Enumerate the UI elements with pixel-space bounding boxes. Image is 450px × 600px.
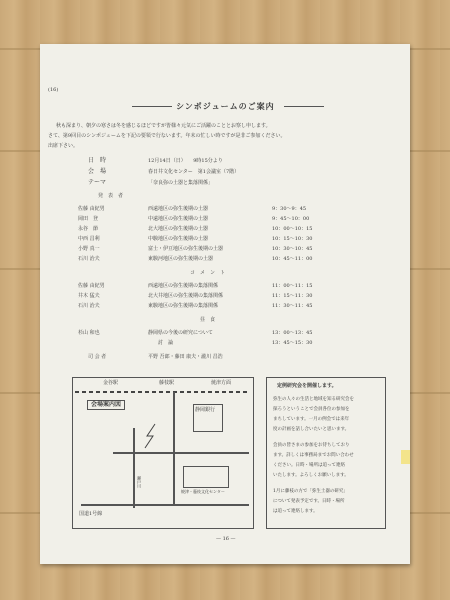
detail-value: 春日井文化センター 第1会議室（7階） bbox=[148, 169, 240, 175]
notice-line: 会員の皆さまの参加をお待ちしており bbox=[273, 443, 350, 448]
railway-line bbox=[75, 391, 249, 393]
lightning-bolt-icon bbox=[141, 422, 163, 450]
commentator-time: 11：30〜11：45 bbox=[272, 303, 313, 309]
presenter-name: 石川 治夫 bbox=[78, 256, 100, 262]
detail-value: 「奈良弥の土器と集落関係」 bbox=[148, 180, 214, 186]
presenter-time: 9：30〜9：45 bbox=[272, 206, 307, 212]
notice-line: まちしています。一月の例会では来年 bbox=[273, 417, 350, 422]
map-river-label: 瀬戸川 bbox=[137, 476, 142, 488]
commentator-name: 石川 治夫 bbox=[78, 303, 100, 309]
section-heading-presenters: 発 表 者 bbox=[98, 193, 124, 199]
presenter-name: 佐藤 由紀男 bbox=[78, 206, 105, 212]
presenter-time: 9：45〜10：00 bbox=[272, 216, 310, 222]
map-station-right: 焼津方面 bbox=[211, 380, 232, 386]
commentator-name: 井木 猛夫 bbox=[78, 293, 100, 299]
notice-line: 弥生の人々の生活と地域を知る研究会を bbox=[273, 397, 354, 402]
notice-line: について発表予定です。日時・場所 bbox=[273, 499, 345, 504]
commentator-topic: 東駿地区の弥生後期の集落関係 bbox=[148, 303, 219, 309]
presenter-name: 永谷 節 bbox=[78, 226, 99, 232]
section-heading-lunch: 昼 食 bbox=[200, 317, 216, 323]
footer-page-number: — 16 — bbox=[216, 536, 236, 542]
notice-line: 度の計画を話し合いたいと思います。 bbox=[273, 427, 350, 432]
presenter-name: 小野 真一 bbox=[78, 246, 100, 252]
document-page bbox=[40, 44, 410, 564]
moderator-label: 司 会 者 bbox=[88, 354, 107, 360]
intro-line: さて、第9回目のシンポジュームを下記の要領で行ないます。年末の忙しい時ですが是非ご参加ください。 bbox=[48, 133, 286, 139]
section-heading-comments: コ メ ン ト bbox=[190, 270, 226, 276]
venue-building bbox=[183, 466, 229, 488]
presenter-name: 中西 昌利 bbox=[78, 236, 100, 242]
map-building-label: 静岡銀行 bbox=[195, 407, 216, 413]
moderator-names: 平野 吾郎・藤田 康夫・瀧川 昌浩 bbox=[148, 354, 223, 360]
closing-topic: 静岡県の今後の研究について bbox=[148, 330, 213, 336]
presenter-name: 岡田 登 bbox=[78, 216, 99, 222]
notice-box bbox=[266, 377, 386, 529]
notice-line: ください。日時・場所は追って連絡 bbox=[273, 463, 345, 468]
presenter-time: 10：30〜10：45 bbox=[272, 246, 313, 252]
title-rule-left bbox=[132, 106, 172, 107]
presenter-topic: 富士・伊豆地区の弥生後期の土器 bbox=[148, 246, 224, 252]
presenter-topic: 東駿河地区の弥生後期の土器 bbox=[148, 256, 214, 262]
closing-name: 杉山 和也 bbox=[78, 330, 100, 336]
presenter-time: 10：45〜11：00 bbox=[272, 256, 313, 262]
commentator-name: 佐藤 由紀男 bbox=[78, 283, 105, 289]
presenter-topic: 中遠地区の弥生後期の土器 bbox=[148, 216, 209, 222]
presenter-topic: 中駿地区の弥生後期の土器 bbox=[148, 236, 209, 242]
price-sticker bbox=[401, 450, 410, 464]
notice-line: は追って連絡します。 bbox=[273, 509, 318, 514]
title-rule-right bbox=[284, 106, 324, 107]
map-road-vertical bbox=[133, 428, 135, 508]
map-title: 会場案内図 bbox=[87, 400, 125, 410]
map-road-horizontal bbox=[113, 452, 249, 454]
notice-line: 1月に藤枝の方で「弥生土器の研究」 bbox=[273, 489, 348, 494]
commentator-time: 11：15〜11：30 bbox=[272, 293, 313, 299]
commentator-time: 11：00〜11：15 bbox=[272, 283, 313, 289]
detail-label: 日 時 bbox=[88, 157, 107, 164]
presenter-topic: 西遠地区の弥生後期の土器 bbox=[148, 206, 209, 212]
closing-topic: 討 論 bbox=[158, 340, 174, 346]
notice-line: いたします。よろしくお願いします。 bbox=[273, 473, 349, 478]
notice-title: 定例研究会を開催します。 bbox=[277, 383, 337, 389]
document-title: シンポジュームのご案内 bbox=[176, 101, 275, 111]
intro-line: 出席下さい。 bbox=[48, 143, 79, 149]
commentator-topic: 北大井地区の弥生後期の集落関係 bbox=[148, 293, 224, 299]
notice-line: 探ろうということで会員各位の参加を bbox=[273, 407, 350, 412]
map-road-vertical bbox=[173, 392, 175, 504]
closing-time: 13：00〜13：45 bbox=[272, 330, 313, 336]
map-station-left: 金谷駅 bbox=[103, 380, 119, 386]
venue-map bbox=[72, 377, 254, 529]
page-number-tag: (16) bbox=[48, 87, 59, 93]
detail-label: テーマ bbox=[88, 179, 107, 186]
commentator-topic: 西遠地区の弥生後期の集落関係 bbox=[148, 283, 219, 289]
notice-line: ます。詳しくは事務局までお問い合わせ bbox=[273, 453, 354, 458]
intro-line: 秋も深まり、朝夕の寒さは冬を感じるほどですが皆様々元気にご活躍のこととお察し申します。 bbox=[56, 123, 271, 129]
map-venue-label: 焼津・藤枝文化センター bbox=[181, 489, 225, 494]
map-station-mid: 藤枝駅 bbox=[159, 380, 175, 386]
detail-label: 会 場 bbox=[88, 168, 107, 175]
detail-value: 12月14日（日） 9時15分より bbox=[148, 158, 223, 164]
closing-time: 13：45〜15：30 bbox=[272, 340, 313, 346]
map-road-horizontal bbox=[81, 504, 249, 506]
presenter-topic: 北大地区の弥生後期の土器 bbox=[148, 226, 209, 232]
map-road-label: 国道1号線 bbox=[79, 511, 103, 517]
presenter-time: 10：15〜10：30 bbox=[272, 236, 313, 242]
presenter-time: 10：00〜10：15 bbox=[272, 226, 313, 232]
